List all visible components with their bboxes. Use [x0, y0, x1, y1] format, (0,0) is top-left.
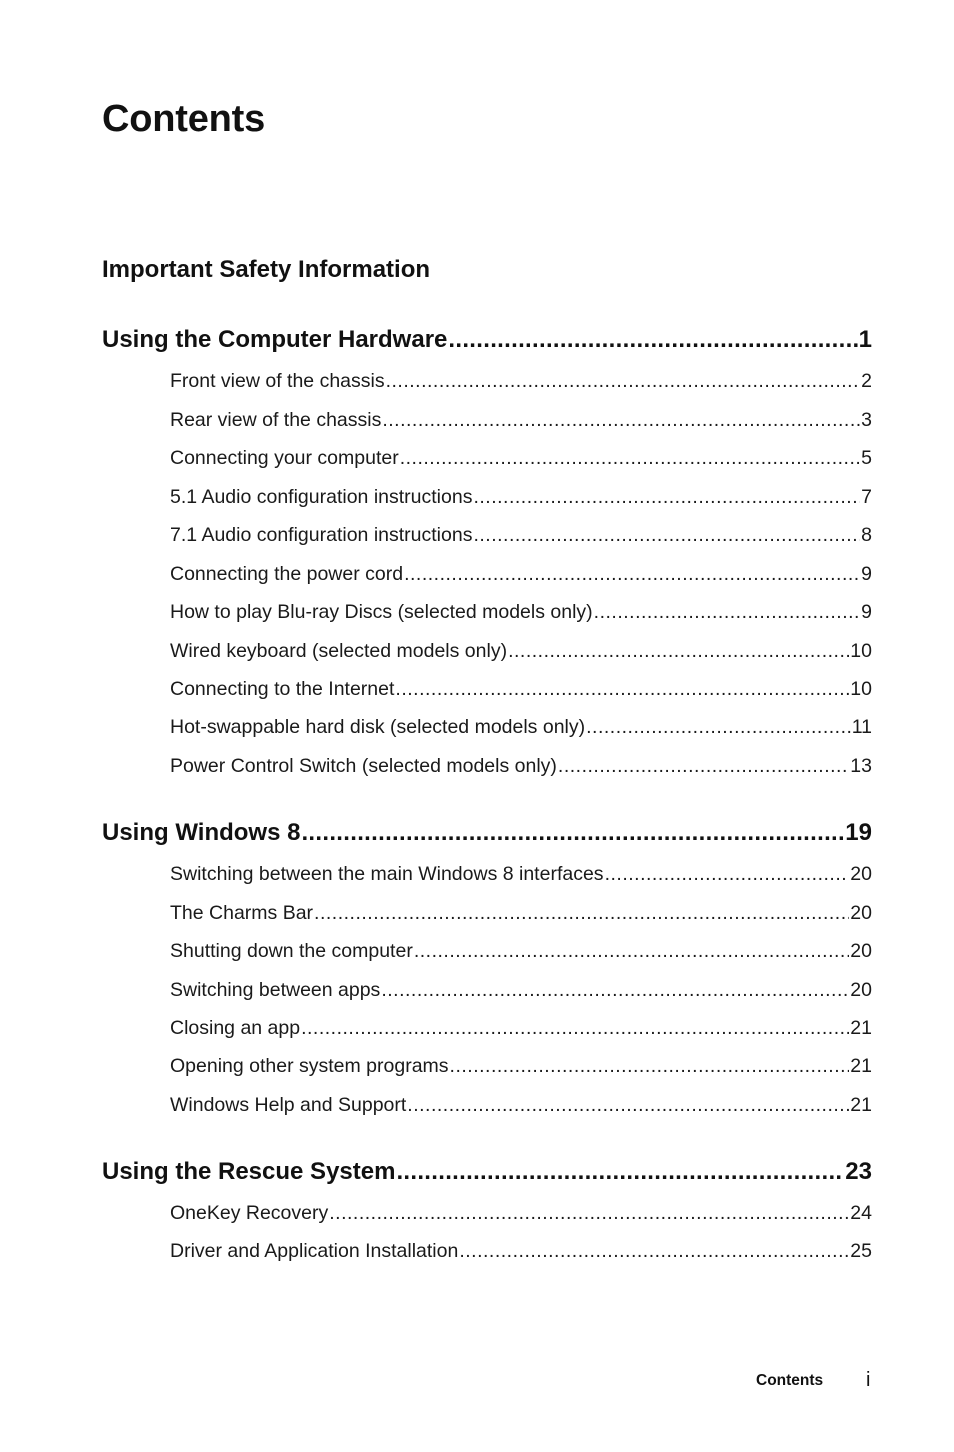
dot-leader	[404, 563, 860, 586]
dot-leader	[473, 524, 860, 547]
toc-entry[interactable]	[170, 563, 872, 586]
toc-entry-page: 20	[850, 902, 872, 924]
toc-entry[interactable]	[170, 601, 872, 624]
toc-entry-title: Closing an app	[170, 1017, 301, 1039]
toc-section-title: Using Windows 8	[102, 819, 301, 846]
toc-entry[interactable]	[170, 863, 872, 886]
toc-entry[interactable]	[170, 524, 872, 547]
toc-entry-title: Shutting down the computer	[170, 940, 413, 962]
toc-entry-page: 24	[850, 1202, 872, 1224]
toc-entry-page: 13	[850, 755, 872, 777]
toc-entry-title: Wired keyboard (selected models only)	[170, 640, 508, 662]
toc-entry-title: Switching between apps	[170, 979, 381, 1001]
toc-entry-page: 10	[850, 678, 872, 700]
toc-entry-page: 10	[850, 640, 872, 662]
dot-leader	[459, 1240, 849, 1263]
toc-section-title: Using the Computer Hardware	[102, 326, 448, 353]
dot-leader	[450, 1055, 850, 1078]
toc-heading-safety[interactable]	[102, 256, 872, 284]
toc-entry-title: Opening other system programs	[170, 1055, 449, 1077]
dot-leader	[329, 1202, 849, 1225]
dot-leader	[314, 902, 849, 925]
toc-entry-page: 2	[861, 370, 872, 392]
dot-leader	[395, 678, 849, 701]
toc-entry-title: Windows Help and Support	[170, 1094, 407, 1116]
dot-leader	[407, 1094, 849, 1117]
toc-entry[interactable]	[170, 370, 872, 393]
toc-entry-page: 9	[861, 601, 872, 623]
toc-section-title: Using the Rescue System	[102, 1158, 396, 1185]
toc-entry-page: 5	[861, 447, 872, 469]
toc-entry-title: Connecting your computer	[170, 447, 399, 469]
toc-entry-title: How to play Blu-ray Discs (selected models only)	[170, 601, 593, 623]
toc-entry-title: Connecting to the Internet	[170, 678, 395, 700]
toc-entry[interactable]	[170, 1017, 872, 1040]
toc-entry-page: 21	[850, 1055, 872, 1077]
toc-entry-title: Front view of the chassis	[170, 370, 385, 392]
toc-entry-title: Connecting the power cord	[170, 563, 404, 585]
dot-leader	[382, 409, 860, 432]
toc-entry[interactable]	[170, 902, 872, 925]
dot-leader	[301, 1017, 849, 1040]
toc-section-page: 23	[845, 1158, 872, 1185]
toc-entry[interactable]	[170, 716, 872, 739]
dot-leader	[301, 819, 844, 847]
dot-leader	[381, 979, 849, 1002]
toc-entry[interactable]	[170, 979, 872, 1002]
dot-leader	[414, 940, 849, 963]
toc-entry[interactable]	[170, 1240, 872, 1263]
toc-entry-page: 8	[861, 524, 872, 546]
toc-entry-page: 21	[850, 1017, 872, 1039]
toc-entry[interactable]	[170, 940, 872, 963]
dot-leader	[396, 1158, 844, 1186]
toc-entry[interactable]	[170, 447, 872, 470]
toc-entry-title: 5.1 Audio configuration instructions	[170, 486, 473, 508]
toc-entry[interactable]	[170, 755, 872, 778]
dot-leader	[448, 326, 857, 354]
footer-label: Contents	[756, 1372, 824, 1389]
toc-entry-page: 7	[861, 486, 872, 508]
toc-entry-page: 21	[850, 1094, 872, 1116]
toc-entry[interactable]	[170, 678, 872, 701]
dot-leader	[605, 863, 850, 886]
toc-entry-title: The Charms Bar	[170, 902, 314, 924]
dot-leader	[386, 370, 861, 393]
toc-section-page: 19	[845, 819, 872, 846]
toc-section-page: 1	[858, 326, 872, 353]
dot-leader	[558, 755, 849, 778]
toc-entry[interactable]	[170, 1202, 872, 1225]
toc-entry-page: 9	[861, 563, 872, 585]
dot-leader	[586, 716, 851, 739]
toc-entry-page: 20	[850, 979, 872, 1001]
dot-leader	[508, 640, 849, 663]
toc-entry-page: 20	[850, 940, 872, 962]
toc-entry[interactable]	[170, 486, 872, 509]
toc-entry-title: OneKey Recovery	[170, 1202, 329, 1224]
toc-entry-page: 25	[850, 1240, 872, 1262]
toc-entry-title: Power Control Switch (selected models only)	[170, 755, 557, 777]
dot-leader	[473, 486, 860, 509]
toc-heading-title: Important Safety Information	[102, 256, 431, 283]
toc-entry-title: Hot-swappable hard disk (selected models only)	[170, 716, 586, 738]
toc-section-hardware[interactable]	[102, 326, 872, 354]
toc-entry-title: Rear view of the chassis	[170, 409, 382, 431]
toc-entry[interactable]	[170, 409, 872, 432]
footer-page-number: i	[866, 1369, 871, 1391]
page-title: Contents	[102, 98, 266, 140]
toc-entry-title: Driver and Application Installation	[170, 1240, 459, 1262]
toc-section-windows8[interactable]	[102, 819, 872, 847]
dot-leader	[594, 601, 860, 624]
toc-entry-page: 11	[851, 716, 872, 738]
toc-entry-title: 7.1 Audio configuration instructions	[170, 524, 473, 546]
toc-entry-page: 3	[861, 409, 872, 431]
toc-entry[interactable]	[170, 640, 872, 663]
toc-entry[interactable]	[170, 1055, 872, 1078]
toc-entry-title: Switching between the main Windows 8 interfaces	[170, 863, 604, 885]
toc-section-rescue[interactable]	[102, 1158, 872, 1186]
dot-leader	[400, 447, 860, 470]
toc-entry-page: 20	[850, 863, 872, 885]
toc-entry[interactable]	[170, 1094, 872, 1117]
